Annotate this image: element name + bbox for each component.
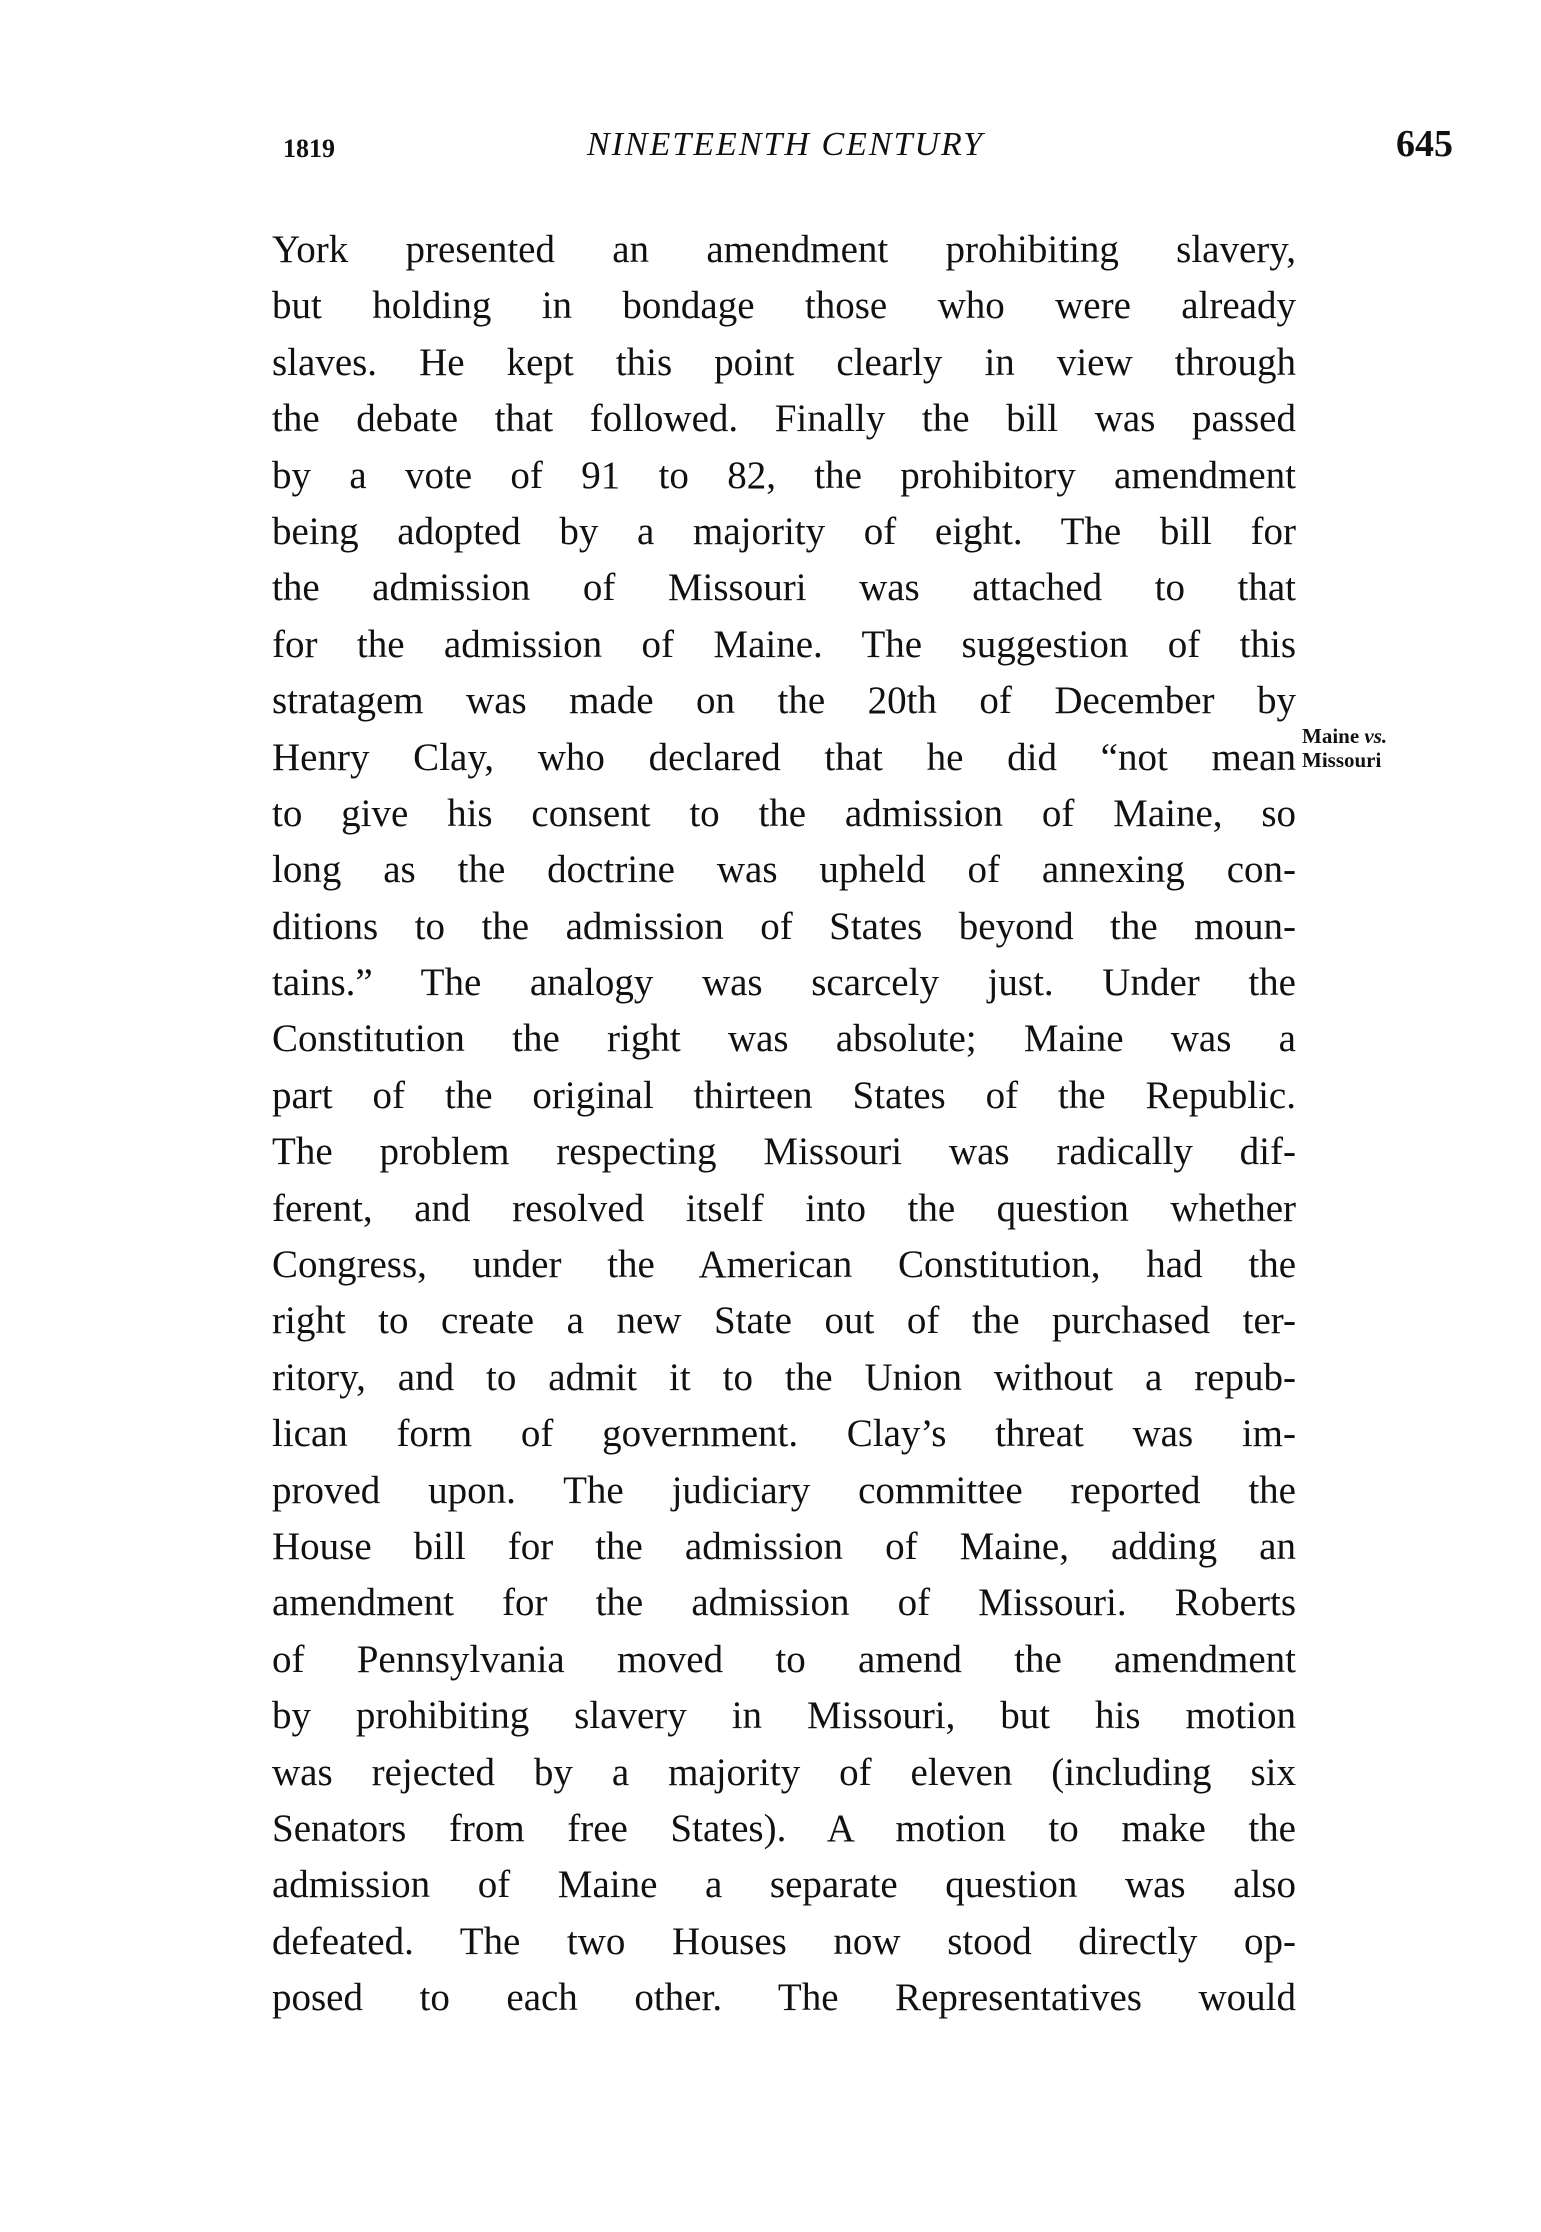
margin-note-line1: Maine bbox=[1302, 724, 1360, 748]
text-line: The problem respecting Missouri was radically dif- bbox=[272, 1130, 1296, 1174]
text-line: was rejected by a majority of eleven (including six bbox=[272, 1750, 1296, 1794]
text-line: amendment for the admission of Missouri. Roberts bbox=[272, 1581, 1296, 1625]
text-line: of Pennsylvania moved to amend the amendment bbox=[272, 1637, 1296, 1681]
text-line: defeated. The two Houses now stood directly op- bbox=[272, 1919, 1296, 1963]
text-line: by prohibiting slavery in Missouri, but his motion bbox=[272, 1694, 1296, 1738]
text-line: posed to each other. The Representatives would bbox=[272, 1976, 1296, 2020]
page-number: 645 bbox=[1396, 123, 1453, 165]
text-line: proved upon. The judiciary committee reported the bbox=[272, 1468, 1296, 1512]
text-line: lican form of government. Clay’s threat was im- bbox=[272, 1412, 1296, 1456]
text-line: by a vote of 91 to 82, the prohibitory amendment bbox=[272, 453, 1296, 497]
text-line: the admission of Missouri was attached to that bbox=[272, 566, 1296, 610]
text-line: slaves. He kept this point clearly in view through bbox=[272, 340, 1296, 384]
text-line: to give his consent to the admission of Maine, so bbox=[272, 791, 1296, 835]
text-line: but holding in bondage those who were already bbox=[272, 284, 1296, 328]
margin-note-line2: Missouri bbox=[1302, 748, 1382, 772]
text-line: ditions to the admission of States beyond the moun- bbox=[272, 904, 1296, 948]
text-line: the debate that followed. Finally the bill was passed bbox=[272, 397, 1296, 441]
text-line: Congress, under the American Constitution, had the bbox=[272, 1243, 1296, 1287]
text-line: ritory, and to admit it to the Union without a repub- bbox=[272, 1355, 1296, 1399]
text-line: Constitution the right was absolute; Maine was a bbox=[272, 1017, 1296, 1061]
text-line: admission of Maine a separate question was also bbox=[272, 1863, 1296, 1907]
text-line: stratagem was made on the 20th of December by bbox=[272, 679, 1296, 723]
running-head-year: 1819 bbox=[283, 134, 335, 163]
text-line: Henry Clay, who declared that he did “not mean bbox=[272, 735, 1296, 779]
text-line: for the admission of Maine. The suggestion of this bbox=[272, 622, 1296, 666]
text-line: Senators from free States). A motion to make the bbox=[272, 1806, 1296, 1850]
text-line: York presented an amendment prohibiting slavery, bbox=[272, 228, 1296, 271]
text-line: being adopted by a majority of eight. The bill for bbox=[272, 509, 1296, 553]
text-line: part of the original thirteen States of the Republic. bbox=[272, 1073, 1296, 1117]
text-line: House bill for the admission of Maine, adding an bbox=[272, 1524, 1296, 1568]
text-line: right to create a new State out of the purchased ter- bbox=[272, 1299, 1296, 1343]
text-line: long as the doctrine was upheld of annexing con- bbox=[272, 848, 1296, 892]
text-line: tains.” The analogy was scarcely just. Under the bbox=[272, 961, 1296, 1005]
running-head-title: NINETEENTH CENTURY bbox=[586, 126, 985, 163]
text-line: ferent, and resolved itself into the question whether bbox=[272, 1186, 1296, 1230]
margin-note-vs: vs. bbox=[1364, 724, 1388, 748]
margin-note bbox=[1302, 724, 1387, 772]
body-text bbox=[272, 222, 1296, 2027]
